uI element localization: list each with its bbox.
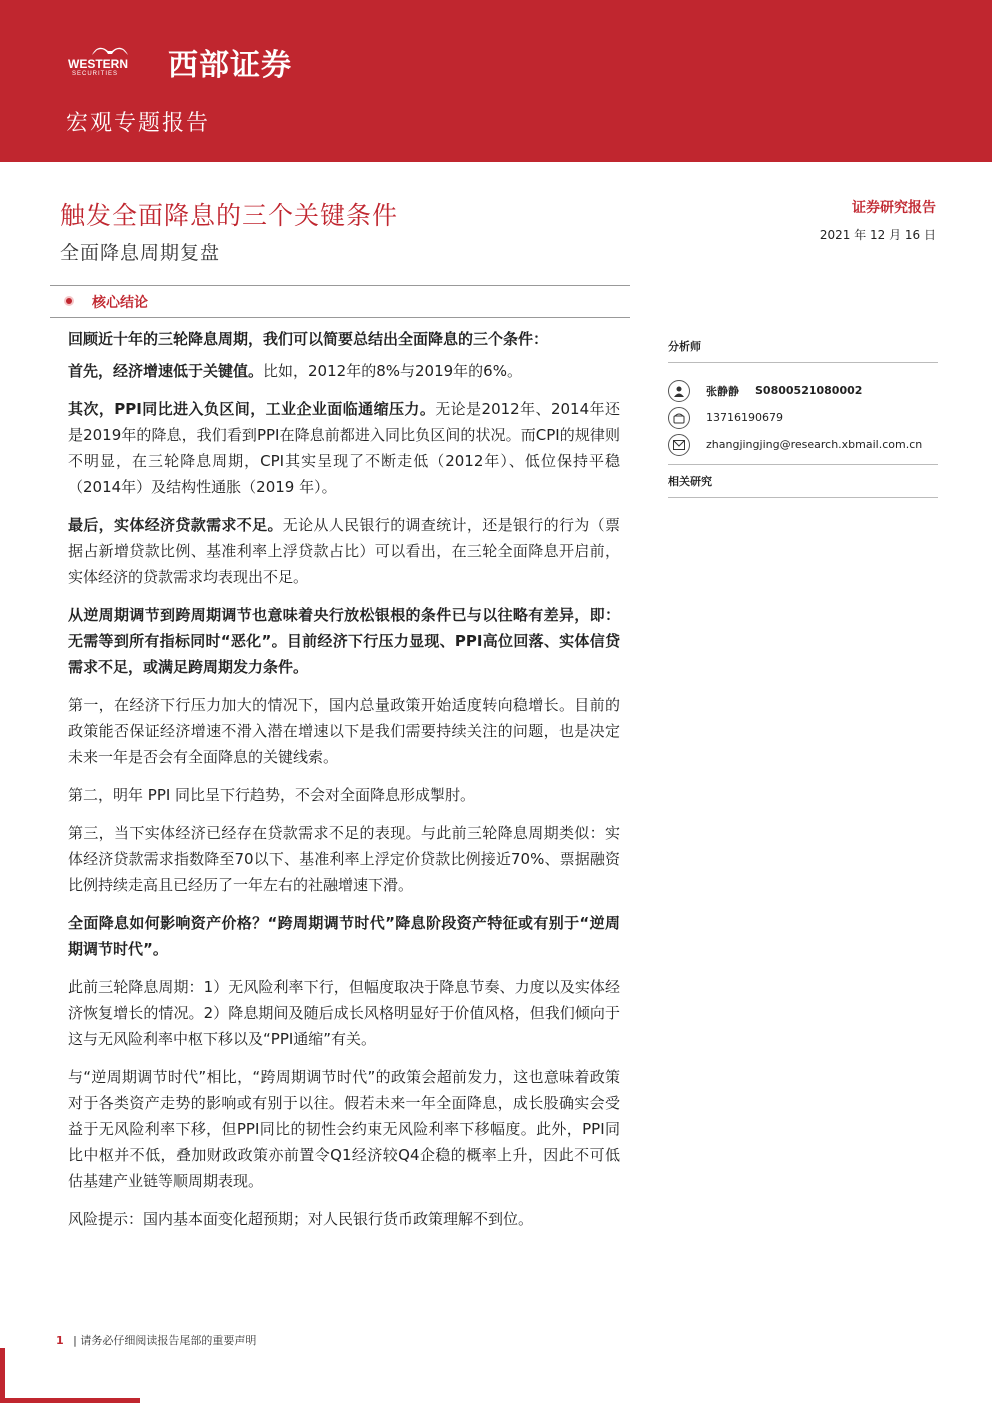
email-address[interactable]: zhangjingjing@research.xbmail.com.cn (706, 438, 923, 451)
section-header (50, 285, 630, 318)
analyst-sidebar (668, 338, 938, 498)
bold-text: 回顾近十年的三轮降息周期，我们可以简要总结出全面降息的三个条件： (68, 330, 549, 348)
related-research-heading: 相关研究 (668, 464, 938, 498)
logo-chinese: 西部证券 (168, 48, 292, 83)
report-body (68, 326, 620, 1244)
bull-logo-icon (68, 41, 154, 83)
brand-logo (68, 40, 292, 84)
paragraph (68, 358, 620, 384)
section-label: 核心结论 (92, 295, 148, 311)
corner-decoration (0, 1348, 5, 1403)
paragraph: 第二，明年 PPI 同比呈下行趋势，不会对全面降息形成掣肘。 (68, 786, 476, 804)
report-category: 宏观专题报告 (66, 111, 211, 136)
bold-text: 首先，经济增速低于关键值。 (68, 362, 264, 380)
page-number: 1 (56, 1334, 64, 1347)
paragraph (68, 512, 620, 590)
report-type: 证券研究报告 (852, 200, 936, 216)
body-text: 无论是2012年、2014年还是2019年的降息，我们看到PPI在降息前都进入同比负区间的状况。而CPI的规律则不明显，在三轮降息周期，CPI其实呈现了不断走低（2012年）、低位保持平稳（2014年）及结构性通胀（2019 年）。 (68, 400, 620, 496)
body-text: 无论从人民银行的调查统计，还是银行的行为（票据占新增贷款比例、基准利率上浮贷款占比）可以看出，在三轮全面降息开启前，实体经济的贷款需求均表现出不足。 (68, 516, 620, 586)
paragraph (68, 396, 620, 500)
footer-notice: | 请务必仔细阅读报告尾部的重要声明 (73, 1334, 257, 1347)
report-date: 2021 年 12 月 16 日 (819, 228, 936, 242)
report-subtitle: 全面降息周期复盘 (60, 242, 221, 264)
bold-text: 全面降息如何影响资产价格？“跨周期调节时代”降息阶段资产特征或有别于“逆周期调节时代”。 (68, 914, 620, 958)
corner-decoration (0, 1398, 140, 1403)
analyst-heading: 分析师 (668, 338, 938, 363)
phone-number: 13716190679 (706, 411, 783, 424)
paragraph: 第一，在经济下行压力加大的情况下，国内总量政策开始适度转向稳增长。目前的政策能否保证经济增速不滑入潜在增速以下是我们需要持续关注的问题，也是决定未来一年是否会有全面降息的关键线索。 (68, 696, 620, 766)
paragraph (68, 602, 620, 680)
bold-text: 从逆周期调节到跨周期调节也意味着央行放松银根的条件已与以往略有差异，即：无需等到所有指标同时“恶化”。目前经济下行压力显现、PPI高位回落、实体信贷需求不足，或满足跨周期发力条件。 (68, 606, 620, 676)
bullet-icon (66, 298, 72, 304)
paragraph (68, 326, 620, 352)
header-banner (0, 0, 992, 162)
analyst-code: S0800521080002 (755, 384, 863, 397)
bold-text: 其次，PPI同比进入负区间，工业企业面临通缩压力。 (68, 400, 436, 418)
paragraph: 第三，当下实体经济已经存在贷款需求不足的表现。与此前三轮降息周期类似：实体经济贷款需求指数降至70以下、基准利率上浮定价贷款比例接近70%、票据融资比例持续走高且已经历了一年左右的社融增速下滑。 (68, 824, 620, 894)
email-row (668, 431, 938, 458)
phone-row (668, 404, 938, 431)
report-title: 触发全面降息的三个关键条件 (60, 201, 399, 230)
phone-icon (668, 407, 690, 429)
analyst-name: 张静静 (706, 384, 739, 398)
paragraph: 与“逆周期调节时代”相比，“跨周期调节时代”的政策会超前发力，这也意味着政策对于各类资产走势的影响或有别于以往。假若未来一年全面降息，成长股确实会受益于无风险利率下移，但PPI同比的韧性会约束无风险利率下移幅度。此外，PPI同比中枢并不低，叠加财政政策亦前置令Q1经济较Q4企稳的概率上升，因此不可低估基建产业链等顺周期表现。 (68, 1068, 620, 1190)
email-icon (668, 434, 690, 456)
person-icon (668, 380, 690, 402)
body-text: 比如，2012年的8%与2019年的6%。 (263, 362, 522, 380)
logo-english-sub: SECURITIES (72, 71, 119, 77)
paragraph: 此前三轮降息周期：1）无风险利率下行，但幅度取决于降息节奏、力度以及实体经济恢复增长的情况。2）降息期间及随后成长风格明显好于价值风格，但我们倾向于这与无风险利率中枢下移以及“PPI通缩”有关。 (68, 978, 620, 1048)
logo-english: WESTERN (68, 57, 128, 71)
bold-text: 最后，实体经济贷款需求不足。 (68, 516, 283, 534)
paragraph: 风险提示：国内基本面变化超预期；对人民银行货币政策理解不到位。 (68, 1210, 534, 1228)
paragraph (68, 910, 620, 962)
page-footer (56, 1332, 256, 1348)
analyst-row (668, 377, 938, 404)
